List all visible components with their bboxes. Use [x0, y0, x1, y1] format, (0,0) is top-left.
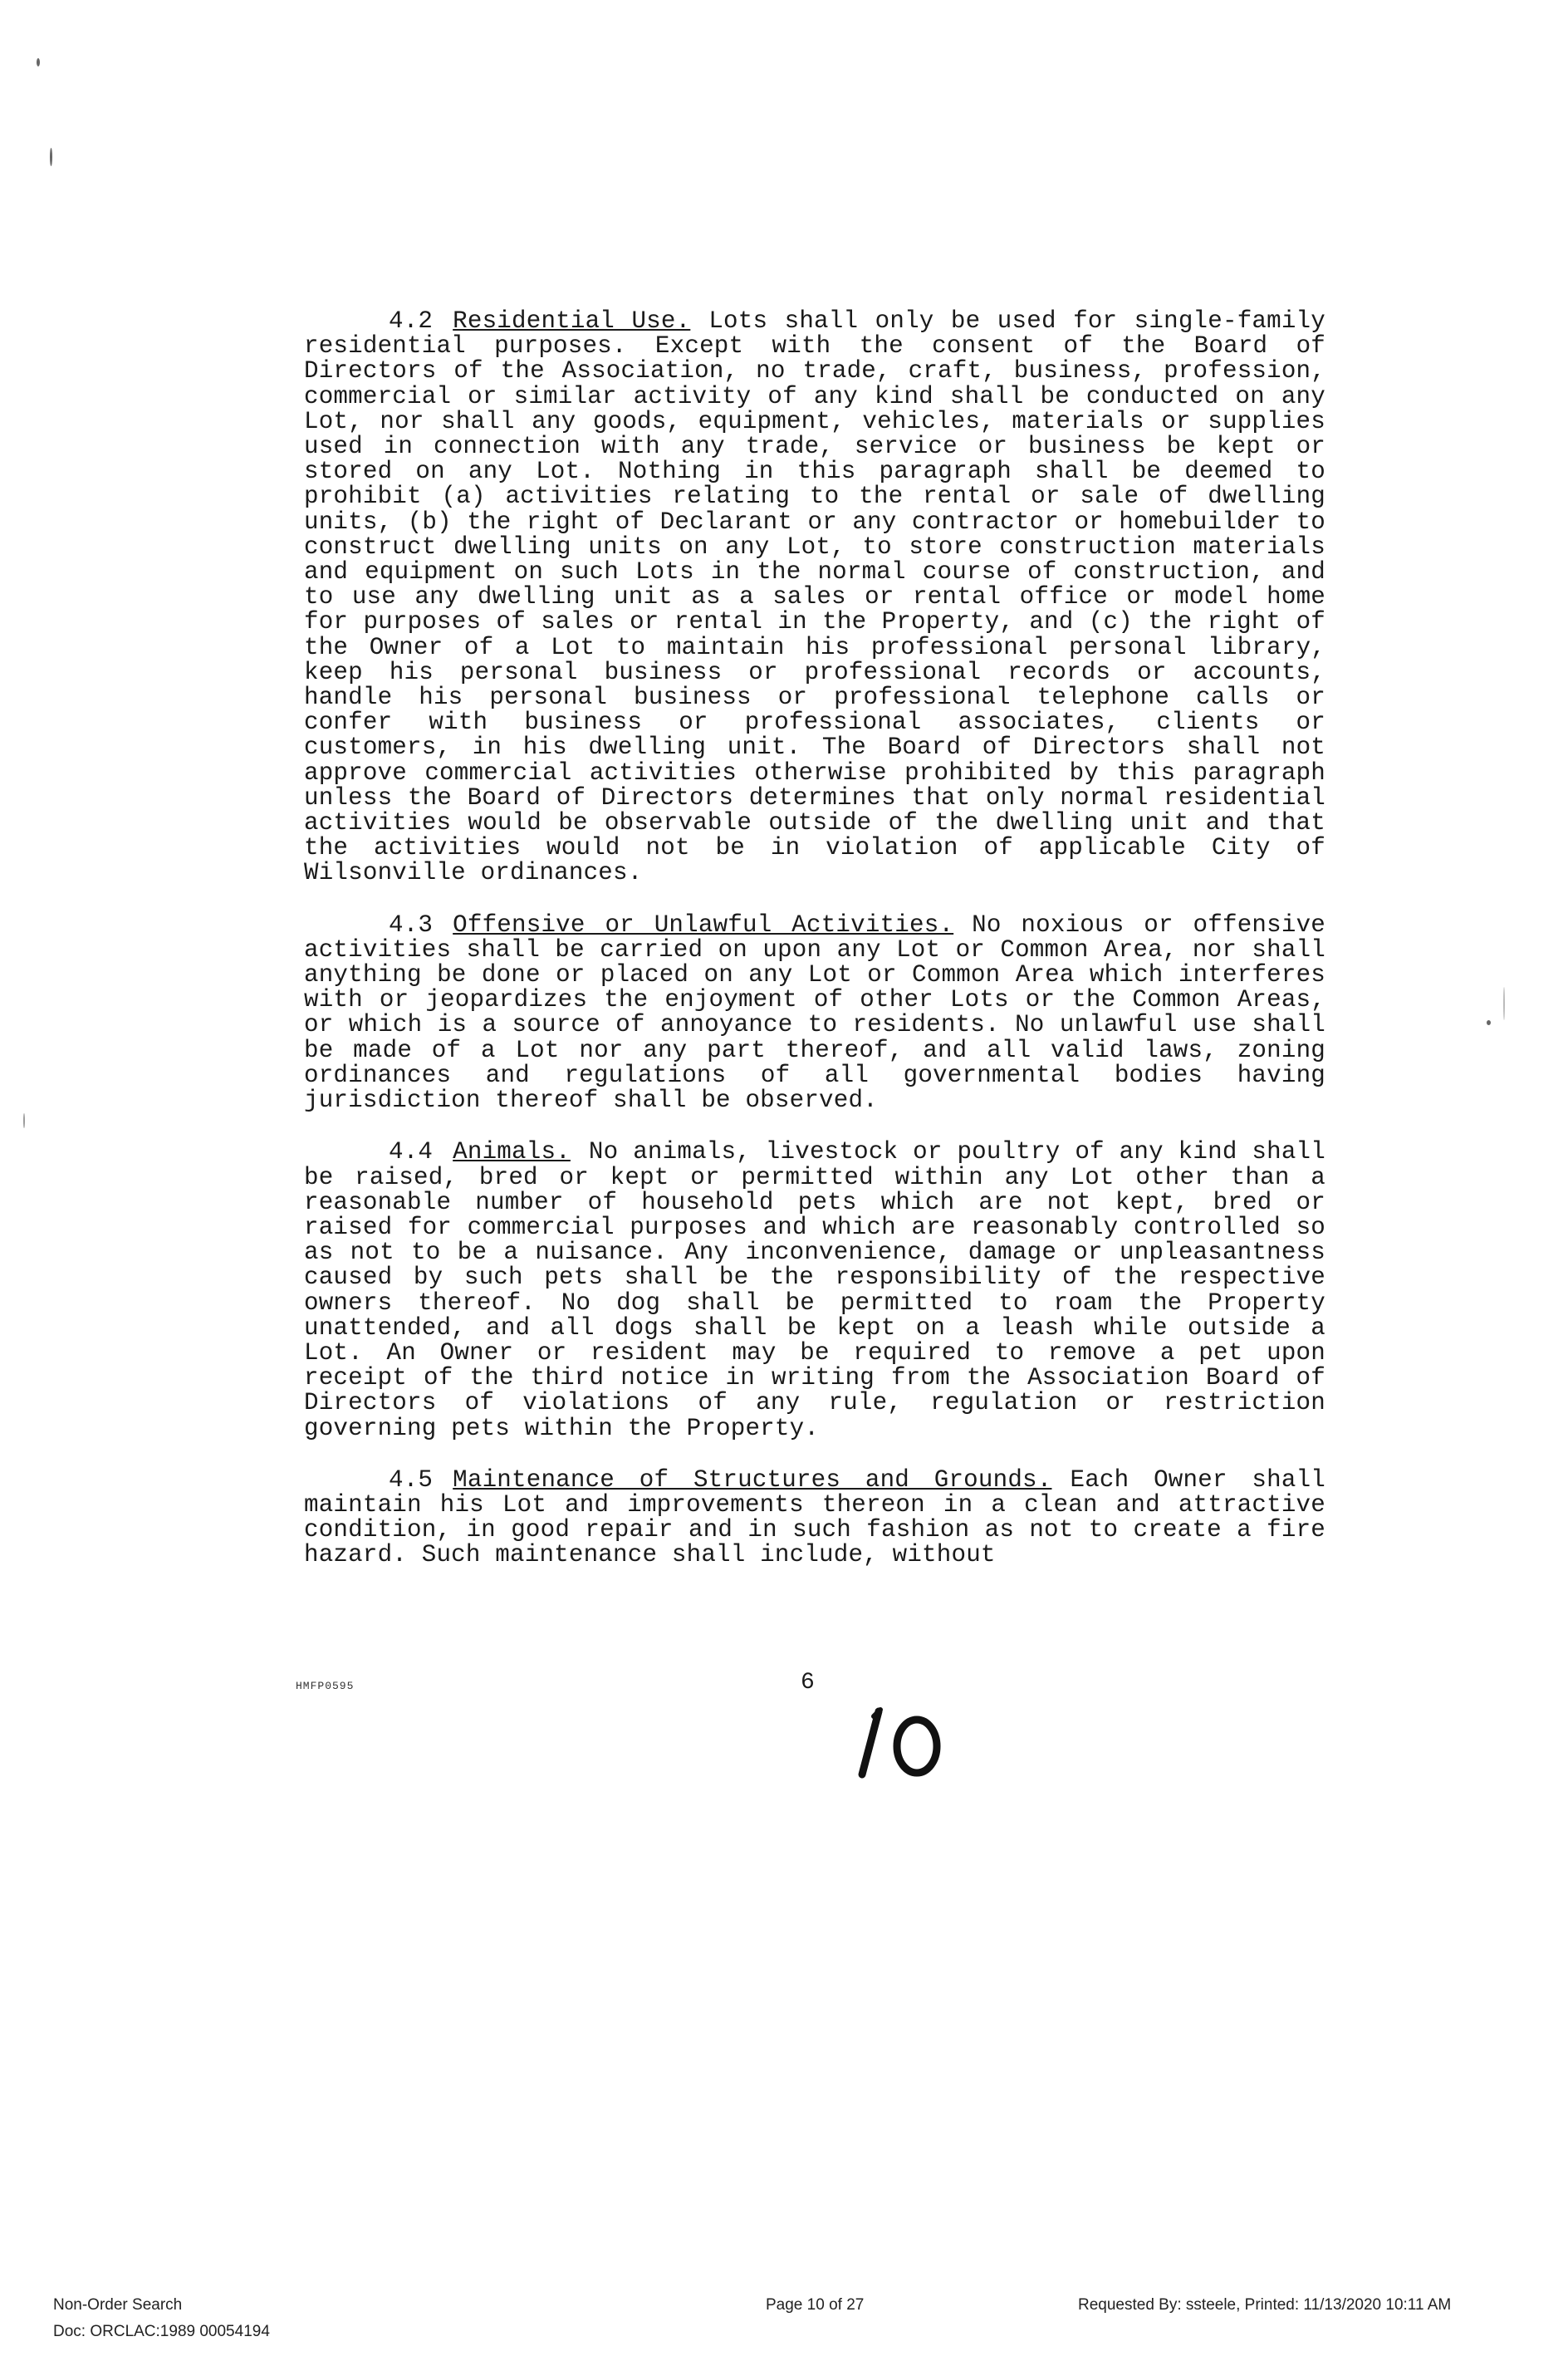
- scan-speck: [1487, 1020, 1491, 1025]
- paragraph-number: 4.3: [389, 911, 434, 939]
- paragraph-4-2: [304, 309, 1325, 886]
- scan-speck: [37, 58, 40, 66]
- paragraph-4-4: [304, 1140, 1325, 1441]
- print-footer-doc-ref: Doc: ORCLAC:1989 00054194: [53, 2323, 270, 2340]
- print-footer-page-of: Page 10 of 27: [766, 2296, 865, 2314]
- paragraph-text: Lots shall only be used for single-family residential purposes. Except with the consent of the Board of Directors of the Association, no trade, craft, business, profession, commercial or similar activity of any kind shall be conducted on any Lot, nor shall any goods, equipment, vehicles, materials or supplies used in connection with any trade, service or business be kept or stored on any Lot. Nothing in this paragraph shall be deemed to prohibit (a) activities relating to the rental or sale of dwelling units, (b) the right of Declarant or any contractor or homebuilder to construct dwelling units on any Lot, to store construction materials and equipment on such Lots in the normal course of construction, and to use any dwelling unit as a sales or rental office or model home for purposes of sales or rental in the Property, and (c) the right of the Owner of a Lot to maintain his professional personal library, keep his personal business or professional records or accounts, handle his personal business or professional telephone calls or confer with business or professional associates, clients or customers, in his dwelling unit. The Board of Directors shall not approve commercial activities otherwise prohibited by this paragraph unless the Board of Directors determines that only normal residential activities would be observable outside of the dwelling unit and that the activities would not be in violation of applicable City of Wilsonville ordinances.: [304, 307, 1325, 887]
- paragraph-text: No noxious or offensive activities shall be carried on upon any Lot or Common Area, nor shall anything be done or placed on any Lot or Common Area which interferes with or jeopardizes the enjoyment of other Lots or the Common Areas, or which is a source of annoyance to residents. No unlawful use shall be made of a Lot nor any part thereof, and all valid laws, zoning ordinances and regulations of all governmental bodies having jurisdiction thereof shall be observed.: [304, 911, 1325, 1115]
- paragraph-4-3: [304, 913, 1325, 1114]
- paragraph-number: 4.4: [389, 1138, 434, 1166]
- paragraph-heading: Residential Use.: [453, 307, 691, 335]
- scan-speck: [1503, 987, 1505, 1020]
- print-footer-search-type: Non-Order Search: [53, 2296, 183, 2314]
- paragraph-text: Each Owner shall maintain his Lot and improvements thereon in a clean and attractive condition, in good repair and in such fashion as not to create a fire hazard. Such maintenance shall include, without: [304, 1465, 1325, 1569]
- document-body: [304, 309, 1325, 1595]
- paragraph-4-5: [304, 1465, 1325, 1569]
- page-number: 6: [801, 1670, 815, 1696]
- print-footer-requested-by: Requested By: ssteele, Printed: 11/13/2020 10:11 AM: [1078, 2296, 1452, 2314]
- paragraph-text: No animals, livestock or poultry of any kind shall be raised, bred or kept or permitted within any Lot other than a reasonable number of household pets which are not kept, bred or raised for commercial purposes and which are reasonably controlled so as not to be a nuisance. Any inconvenience, damage or unpleasantness caused by such pets shall be the responsibility of the respective owners thereof. No dog shall be permitted to roam the Property unattended, and all dogs shall be kept on a leash while outside a Lot. An Owner or resident may be required to remove a pet upon receipt of the third notice in writing from the Association Board of Directors of violations of any rule, regulation or restriction governing pets within the Property.: [304, 1138, 1325, 1442]
- paragraph-number: 4.2: [389, 307, 434, 335]
- paragraph-heading: Maintenance of Structures and Grounds.: [453, 1465, 1052, 1494]
- scan-speck: [50, 148, 52, 166]
- paragraph-heading: Offensive or Unlawful Activities.: [453, 911, 954, 939]
- handwritten-page-number: [855, 1705, 947, 1779]
- document-code: HMFP0595: [296, 1680, 355, 1692]
- paragraph-number: 4.5: [389, 1465, 434, 1494]
- scan-speck: [23, 1113, 25, 1128]
- paragraph-heading: Animals.: [453, 1138, 571, 1166]
